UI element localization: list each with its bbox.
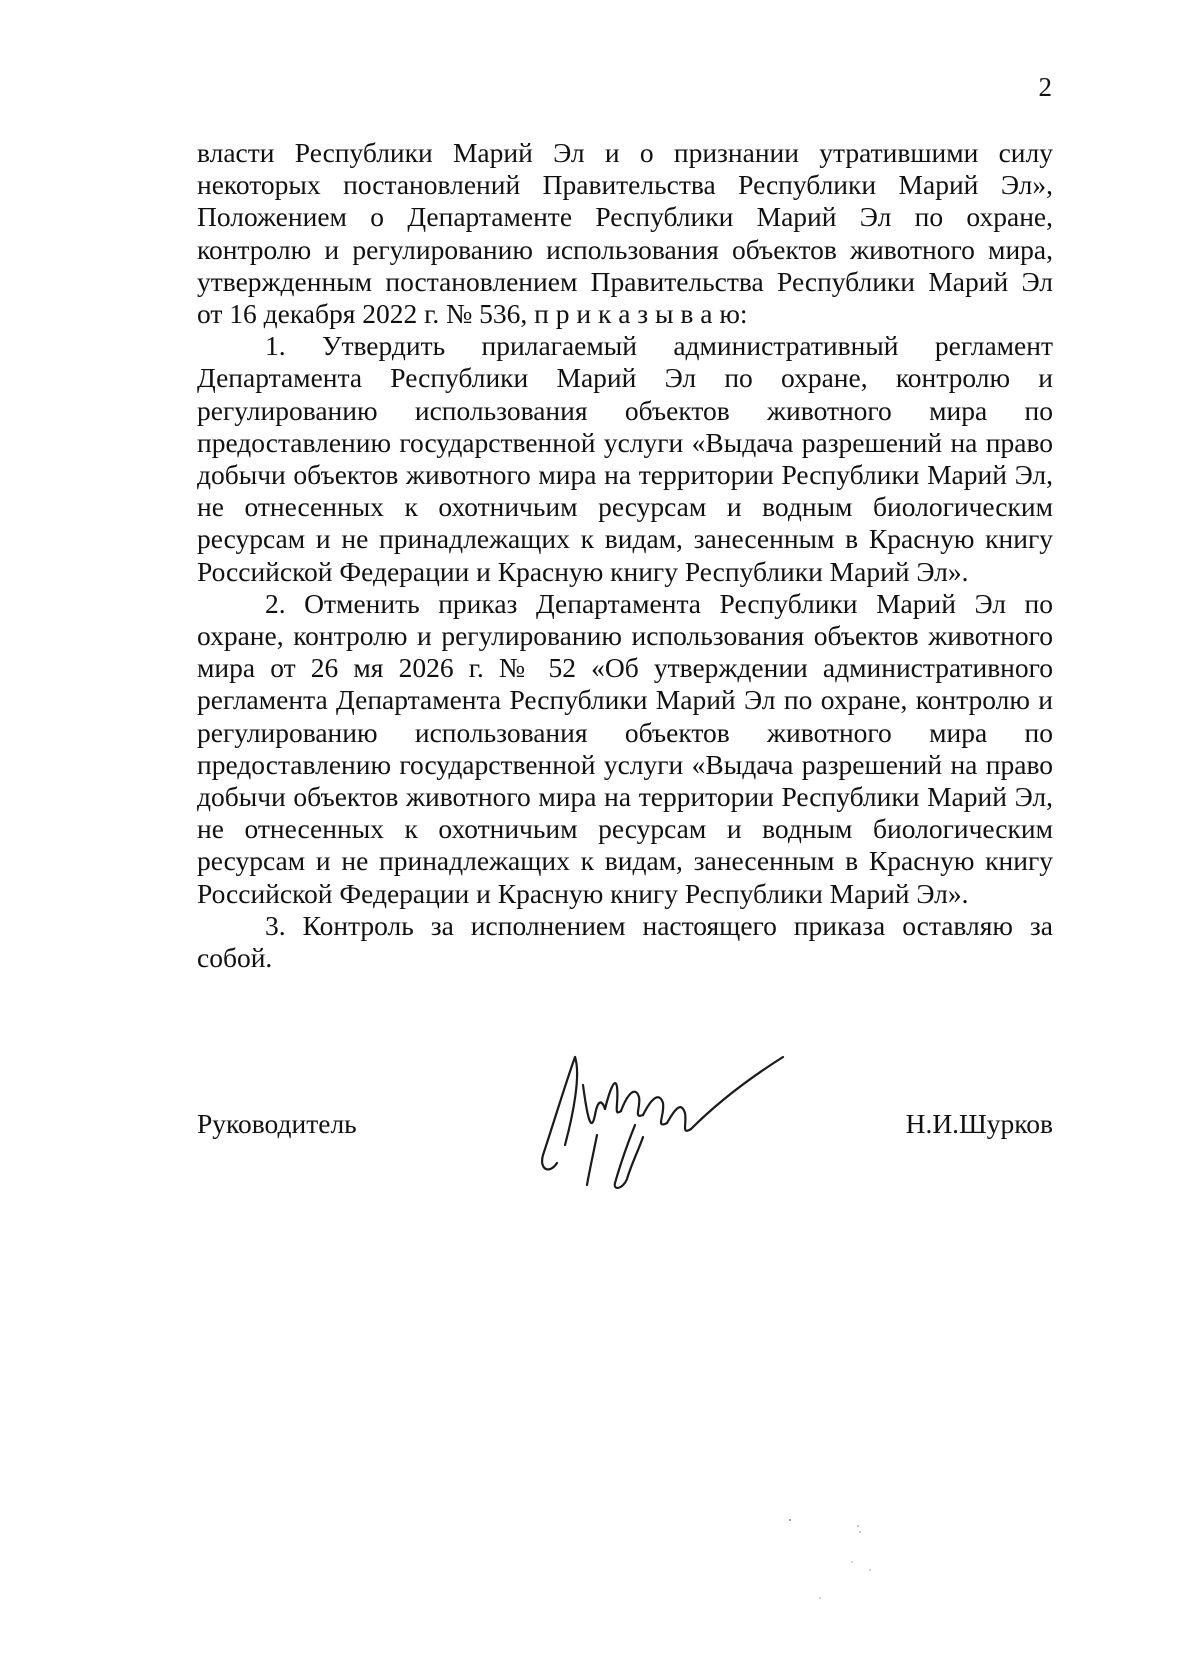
paragraph-item-3: 3. Контроль за исполнением настоящего приказа оставляю за собой. [197,909,1053,974]
paragraph-item-1: 1. Утвердить прилагаемый административный регламент Департамента Республики Марий Эл по охране, контролю и регулированию использования объектов животного мира по предоставлению государственной услуги «Выдача разрешений на право добычи объектов животного мира на территории Республики Марий Эл, не отнесенных к охотничьим ресурсам и водным биологическим ресурсам и не принадлежащих к видам, занесенным в Красную книгу Российской Федерации и Красную книгу Республики Марий Эл». [197,330,1053,587]
page-number: 2 [1038,72,1052,102]
signer-name: Н.И.Шурков [905,1108,1053,1139]
paragraph-preamble-continuation: власти Республики Марий Эл и о признании утратившими силу некоторых постановлений Правительства Республики Марий Эл», Положением о Департаменте Республики Марий Эл по охране, контролю и регулированию использования объектов животного мира, утвержденным постановлением Правительства Республики Марий Эл от 16 декабря 2022 г. № 536, п р и к а з ы в а ю: [197,137,1053,330]
signer-position: Руководитель [197,1108,357,1139]
document-body [197,137,1053,974]
scan-specks [780,1510,920,1610]
handwritten-signature [535,1045,795,1195]
paragraph-item-2: 2. Отменить приказ Департамента Республики Марий Эл по охране, контролю и регулированию использования объектов животного мира от 26 мя 2026 г. № 52 «Об утверждении административного регламента Департамента Республики Марий Эл по охране, контролю и регулированию использования объектов животного мира по предоставлению государственной услуги «Выдача разрешений на право добычи объектов животного мира на территории Республики Марий Эл, не отнесенных к охотничьим ресурсам и водным биологическим ресурсам и не принадлежащих к видам, занесенным в Красную книгу Российской Федерации и Красную книгу Республики Марий Эл». [197,587,1053,909]
